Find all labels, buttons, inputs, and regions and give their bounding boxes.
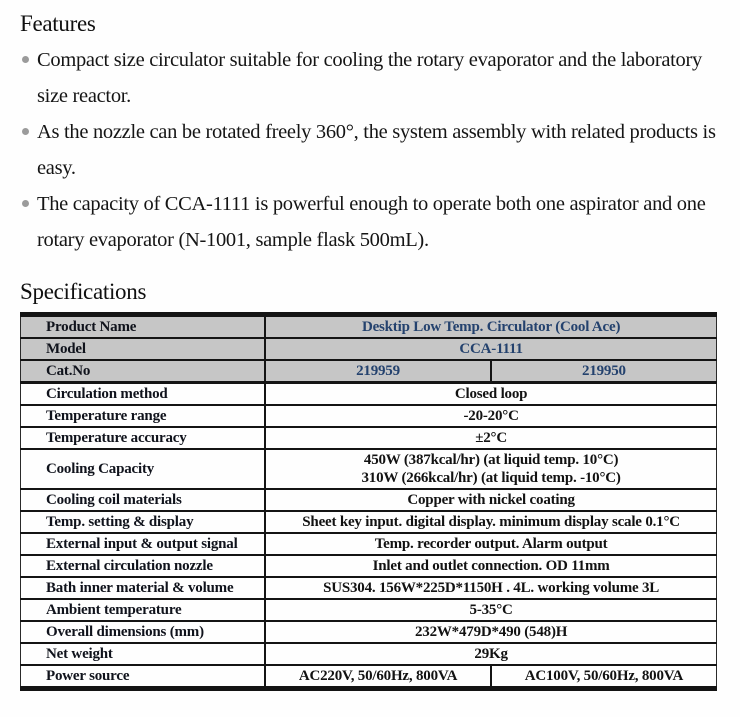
spec-value-cell [265,449,716,489]
spec-row [21,427,717,449]
feature-item [20,186,718,258]
spec-label-cell: Cat.No [21,360,266,383]
bullet-icon [22,200,29,207]
feature-text: The capacity of CCA-1111 is powerful enough to operate both one aspirator and one rotary evaporator (N-1001, sample flask 500mL). [37,193,706,251]
spec-row [21,621,717,643]
spec-row [21,315,717,339]
spec-row [21,383,717,406]
spec-row [21,555,717,577]
spec-label-cell: Bath inner material & volume [21,577,266,599]
spec-label-cell: Overall dimensions (mm) [21,621,266,643]
spec-row [21,360,717,383]
spec-row [21,577,717,599]
spec-label-cell: Product Name [21,315,266,339]
spec-value-cell: Temp. recorder output. Alarm output [265,533,716,555]
spec-value-line: 310W (266kcal/hr) (at liquid temp. -10°C) [361,470,621,486]
spec-value-cell: AC100V, 50/60Hz, 800VA [491,665,717,689]
spec-value-cell: Desktip Low Temp. Circulator (Cool Ace) [265,315,716,339]
spec-label-cell: Temperature range [21,405,266,427]
spec-value-cell: -20-20°C [265,405,716,427]
spec-value-cell: 29Kg [265,643,716,665]
spec-value-cell: Copper with nickel coating [265,489,716,511]
spec-row [21,489,717,511]
spec-label-cell: Model [21,338,266,360]
spec-label-cell: External circulation nozzle [21,555,266,577]
spec-value-cell: SUS304. 156W*225D*1150H . 4L. working volume 3L [265,577,716,599]
spec-value-cell: 219950 [491,360,717,383]
spec-row [21,665,717,689]
spec-label-cell: External input & output signal [21,533,266,555]
spec-value-cell: Closed loop [265,383,716,406]
feature-item [20,42,718,114]
spec-label-cell: Circulation method [21,383,266,406]
spec-row [21,643,717,665]
spec-row [21,511,717,533]
spec-label-cell: Net weight [21,643,266,665]
spec-label-cell: Cooling coil materials [21,489,266,511]
spec-row [21,405,717,427]
feature-item [20,114,718,186]
features-heading: Features [20,11,96,36]
spec-value-line: 450W (387kcal/hr) (at liquid temp. 10°C) [363,452,619,468]
spec-row [21,599,717,621]
spec-row [21,449,717,489]
bullet-icon [22,128,29,135]
spec-value-cell: Inlet and outlet connection. OD 11mm [265,555,716,577]
feature-text: As the nozzle can be rotated freely 360°, the system assembly with related products is easy. [37,121,716,179]
specifications-table [20,312,717,691]
spec-label-cell: Cooling Capacity [21,449,266,489]
spec-value-cell: AC220V, 50/60Hz, 800VA [265,665,491,689]
spec-table-body [21,315,717,689]
spec-row [21,338,717,360]
spec-row [21,533,717,555]
spec-value-cell: ±2°C [265,427,716,449]
spec-value-cell: Sheet key input. digital display. minimum display scale 0.1°C [265,511,716,533]
features-list [20,42,718,258]
spec-value-cell: 232W*479D*490 (548)H [265,621,716,643]
spec-value-cell: 219959 [265,360,491,383]
spec-label-cell: Temperature accuracy [21,427,266,449]
spec-value-cell: CCA-1111 [265,338,716,360]
bullet-icon [22,56,29,63]
feature-text: Compact size circulator suitable for cooling the rotary evaporator and the laboratory size reactor. [37,49,702,107]
specifications-heading: Specifications [20,279,147,304]
spec-label-cell: Temp. setting & display [21,511,266,533]
spec-label-cell: Power source [21,665,266,689]
spec-label-cell: Ambient temperature [21,599,266,621]
spec-value-cell: 5-35°C [265,599,716,621]
